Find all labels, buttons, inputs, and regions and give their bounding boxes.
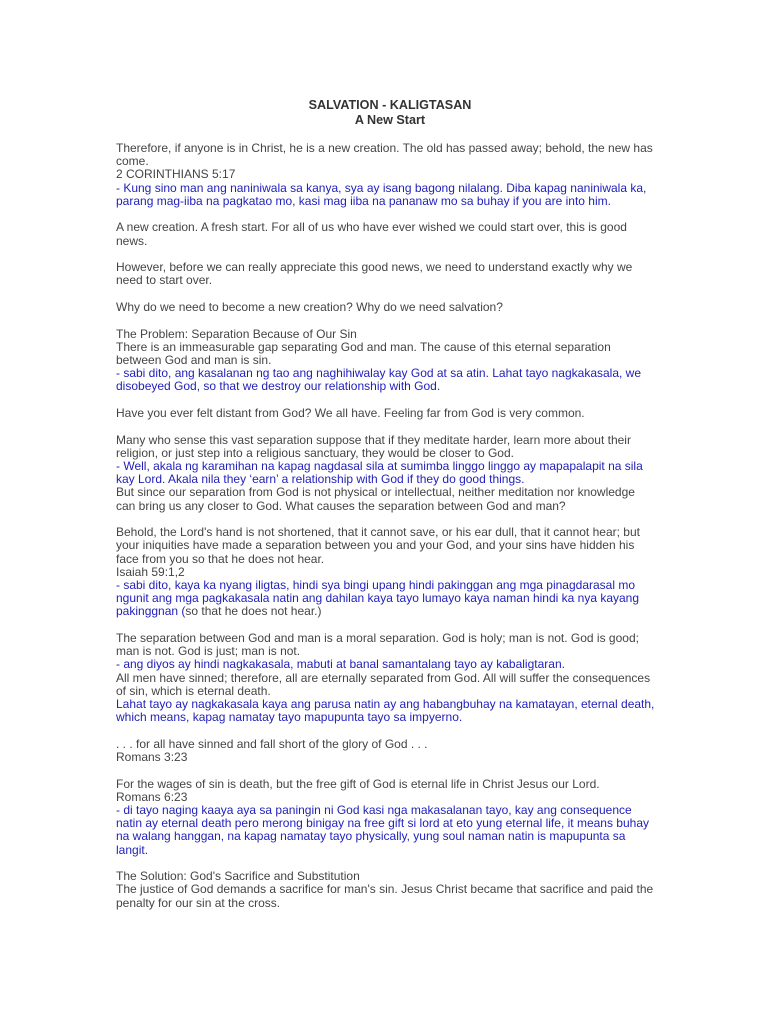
paragraph-fresh-start: A new creation. A fresh start. For all of us who have ever wished we could start over, this is good news. bbox=[116, 220, 627, 248]
section-heading-solution: The Solution: God's Sacrifice and Substitution bbox=[116, 869, 360, 884]
tagalog-note: - sabi dito, kaya ka nyang iligtas, hindi sya bingi upang hindi pakinggan ang mga pinagdarasal mo ngunit ang mga pagkakasala natin ang dahilan kaya tayo lumayo kaya naman hindi ka nya kayang pakinggnan ( bbox=[116, 578, 640, 619]
problem-text: There is an immeasurable gap separating God and man. The cause of this eternal separation between God and man is sin. bbox=[116, 339, 611, 367]
tagalog-note: - Well, akala ng karamihan na kapag nagdasal sila at sumimba linggo linggo ay mapapalapit na sila kay Lord. Akala nila they ‘earn’ a relationship with God if they do good things. bbox=[116, 459, 643, 487]
paragraph-solution bbox=[116, 870, 656, 910]
tagalog-note: - di tayo naging kaaya aya sa paningin ni God kasi nga makasalanan tayo, kay ang consequence natin ay eternal death pero merong binigay na free gift si lord at eto yung eternal life, it means buhay na walang hanggan, na kapag namatay tayo physically, yung soul naman natin is mapupunta sa langit. bbox=[116, 803, 649, 857]
all-sinned-text: All men have sinned; therefore, all are eternally separated from God. All will suffer the consequences of sin, which is eternal death. bbox=[116, 670, 651, 698]
verse-text: Therefore, if anyone is in Christ, he is a new creation. The old has passed away; behold, the new has come. bbox=[116, 141, 653, 169]
moral-text: The separation between God and man is a moral separation. God is holy; man is not. God is good; man is not. God is just; man is not. bbox=[116, 631, 639, 659]
paragraph-new-creation bbox=[116, 142, 656, 208]
verse-text: Behold, the Lord's hand is not shortened, that it cannot save, or his ear dull, that it cannot hear; but your iniquities have made a separation between you and your God, and your sins have hidden his face from you so that he does not hear. bbox=[116, 525, 640, 566]
paragraph-isaiah bbox=[116, 526, 656, 618]
paragraph-start-over: However, before we can really appreciate this good news, we need to understand exactly why we need to start over. bbox=[116, 260, 633, 288]
paragraph-romans-3-23 bbox=[116, 738, 656, 764]
verse-reference: Isaiah 59:1,2 bbox=[116, 564, 185, 579]
tagalog-note: - Kung sino man ang naniniwala sa kanya, sya ay isang bagong nilalang. Diba kapag naniniwala ka, parang mag-iiba na pagkatao mo, kasi mag iiba na pananaw mo sa buhay if you are into him. bbox=[116, 180, 647, 208]
paragraph-problem bbox=[116, 328, 656, 394]
verse-reference: Romans 6:23 bbox=[116, 789, 188, 804]
verse-text: . . . for all have sinned and fall short of the glory of God . . . bbox=[116, 736, 428, 751]
section-heading-problem: The Problem: Separation Because of Our Sin bbox=[116, 326, 357, 341]
tagalog-note: - sabi dito, ang kasalanan ng tao ang naghihiwalay kay God at sa atin. Lahat tayo nagkakasala, we disobeyed God, so that we destroy our relationship with God. bbox=[116, 366, 642, 394]
document-subtitle: A New Start bbox=[354, 113, 426, 127]
solution-text: The justice of God demands a sacrifice for man's sin. Jesus Christ became that sacrifice and paid the penalty for our sin at the cross. bbox=[116, 882, 654, 910]
tagalog-note: - ang diyos ay hindi nagkakasala, mabuti at banal samantalang tayo ay kabaligtaran. bbox=[116, 657, 565, 672]
paragraph-meditate bbox=[116, 434, 656, 513]
tagalog-note-tail: so that he does not hear.) bbox=[185, 604, 322, 619]
tagalog-note-2: Lahat tayo ay nagkakasala kaya ang parusa natin ay ang habangbuhay na kamatayan, eternal death, which means, kapag namatay tayo mapupunta tayo sa impyerno. bbox=[116, 697, 655, 725]
document-page bbox=[116, 98, 656, 923]
tagalog-note-wrapper bbox=[116, 579, 656, 619]
verse-text: For the wages of sin is death, but the free gift of God is eternal life in Christ Jesus our Lord. bbox=[116, 776, 600, 791]
document-title: SALVATION - KALIGTASAN bbox=[308, 98, 472, 112]
separation-cause-text: But since our separation from God is not physical or intellectual, neither meditation nor knowledge can bring us any closer to God. What causes the separation between God and man? bbox=[116, 485, 635, 513]
paragraph-romans-6-23 bbox=[116, 778, 656, 857]
meditate-text: Many who sense this vast separation suppose that if they meditate harder, learn more about their religion, or just step into a religious sanctuary, they would be closer to God. bbox=[116, 432, 631, 460]
paragraph-why-salvation: Why do we need to become a new creation? Why do we need salvation? bbox=[116, 300, 503, 314]
paragraph-distant: Have you ever felt distant from God? We all have. Feeling far from God is very common. bbox=[116, 406, 585, 420]
verse-reference: 2 CORINTHIANS 5:17 bbox=[116, 167, 236, 182]
verse-reference: Romans 3:23 bbox=[116, 750, 188, 765]
paragraph-moral-separation bbox=[116, 632, 656, 724]
title-block bbox=[124, 98, 656, 128]
